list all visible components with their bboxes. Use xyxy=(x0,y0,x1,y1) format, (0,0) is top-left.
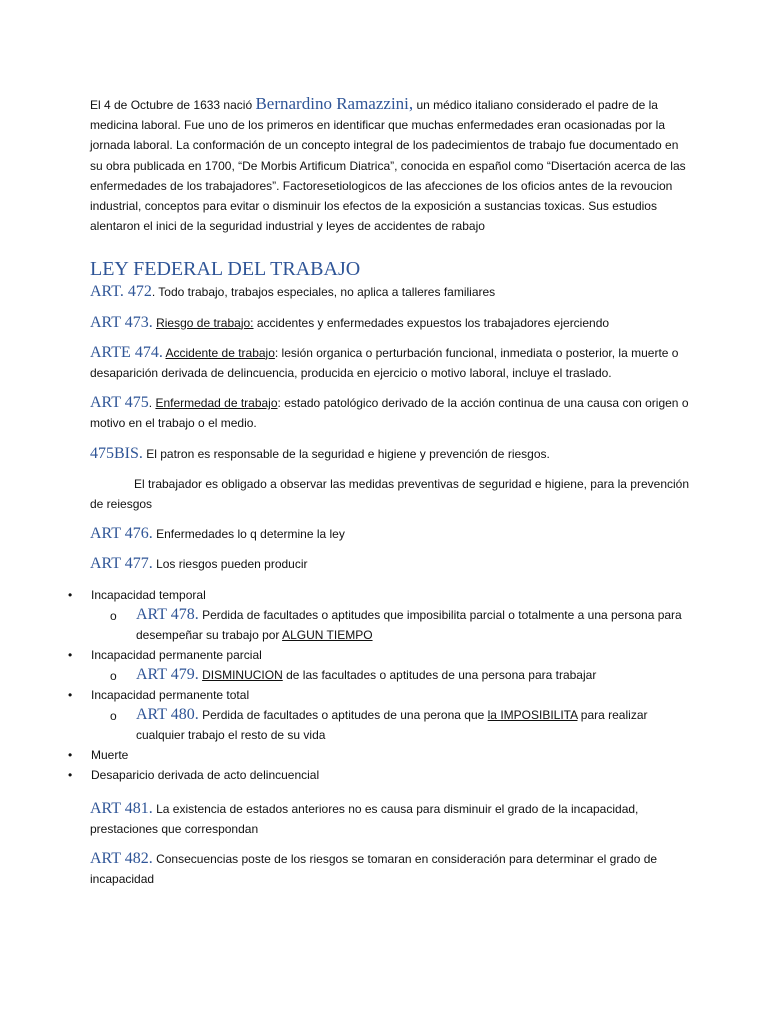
sub-list xyxy=(0,665,690,685)
list-item xyxy=(0,685,690,705)
art-477 xyxy=(90,554,690,574)
art-text: : lesión organica o perturbación funcional, inmediata o posterior, la muerte o desaparición derivada de delincuencia, producida en ejercicio o motivo laboral, incluye el traslado. xyxy=(90,345,679,381)
document-page xyxy=(68,94,690,889)
art-475 xyxy=(90,393,690,433)
list-item xyxy=(0,745,690,765)
list-item xyxy=(0,585,690,605)
art-text: : estado patológico derivado de la acción continua de una causa con origen o motivo en el trabajo o el medio. xyxy=(90,396,689,431)
art-482 xyxy=(90,849,690,889)
bullet-icon: • xyxy=(68,687,73,702)
art-label: ART 481. xyxy=(90,799,153,817)
list-item xyxy=(0,665,690,685)
art-sep: . xyxy=(148,396,153,411)
sub-list xyxy=(0,705,690,745)
art-473 xyxy=(90,313,690,333)
list-item-text: Incapacidad permanente parcial xyxy=(91,647,262,662)
art-term: DISMINUCION xyxy=(202,667,283,682)
circle-bullet-icon: o xyxy=(110,668,117,683)
intro-lead: El 4 de Octubre de 1633 nació xyxy=(90,98,253,112)
circle-bullet-icon: o xyxy=(110,708,117,723)
list-item xyxy=(0,605,690,645)
art-text: La existencia de estados anteriores no es causa para disminuir el grado de la incapacidad, prestaciones que correspondan xyxy=(90,801,639,836)
art-text: . Todo trabajo, trabajos especiales, no aplica a talleres familiares xyxy=(151,285,496,300)
art-481 xyxy=(90,799,690,839)
art-text: El patron es responsable de la seguridad e higiene y prevención de riesgos. xyxy=(142,446,550,461)
art-label: ART 473. xyxy=(90,313,153,331)
risk-list xyxy=(0,585,690,785)
art-term: Riesgo de trabajo: xyxy=(156,315,254,330)
art-label: ART 482. xyxy=(90,850,153,868)
art-text: de las facultades o aptitudes de una persona para trabajar xyxy=(282,667,597,682)
bullet-icon: • xyxy=(68,747,73,762)
bullet-icon: • xyxy=(68,587,73,602)
art-476 xyxy=(90,524,690,544)
art-label: ART 477. xyxy=(90,555,153,573)
list-item-text: Muerte xyxy=(91,747,129,762)
circle-bullet-icon: o xyxy=(110,608,117,623)
art-label: 475BIS. xyxy=(90,444,143,462)
art-term: ALGUN TIEMPO xyxy=(282,627,373,642)
list-item xyxy=(0,645,690,665)
sub-list-item xyxy=(0,665,690,685)
art-term: la IMPOSIBILITA xyxy=(487,707,578,722)
sub-list-item xyxy=(0,705,690,745)
art-472 xyxy=(90,282,690,302)
art-475bis xyxy=(90,444,690,464)
art-label: ARTE 474. xyxy=(90,343,163,361)
list-item-text: Incapacidad temporal xyxy=(91,587,206,602)
art-text: Perdida de facultades o aptitudes de una perona que xyxy=(198,707,488,722)
list-item-text: Incapacidad permanente total xyxy=(91,687,250,702)
art-text: para realizar cualquier trabajo el resto de su vida xyxy=(136,707,648,742)
art-text: Consecuencias poste de los riesgos se tomaran en consideración para determinar el grado de incapacidad xyxy=(90,852,658,887)
art-label: ART 480. xyxy=(136,705,199,723)
intro-rest: un médico italiano considerado el padre de la medicina laboral. Fue uno de los primeros en identificar que muchas enfermedades eran ocasionadas por la jornada laboral. La conformación de un concepto integral de los padecimientos de trabajo fue documentado en su obra publicada en 1700, “De Morbis Artificum Diatrica”, conocida en español como “Disertación acerca de las enfermedades de los trabajadores”. Factoresetiologicos de las afecciones de los oficios antes de la revoucion industrial, conceptos para evitar o disminuir los efectos de la exposición a sustancias toxicas. Sus estudios alentaron el inici de la seguridad industrial y leyes de accidentes de rabajo xyxy=(90,98,686,234)
sub-list xyxy=(0,605,690,645)
art-label: ART 478. xyxy=(136,605,199,623)
intro-paragraph xyxy=(90,94,690,236)
list-item xyxy=(0,705,690,745)
art-label: ART. 472 xyxy=(90,283,152,301)
art-label: ART 475 xyxy=(90,394,149,412)
bullet-icon: • xyxy=(68,767,73,782)
sub-list-item xyxy=(0,605,690,645)
list-item-text: Desaparicio derivada de acto delincuencial xyxy=(91,767,320,782)
bullet-icon: • xyxy=(68,647,73,662)
worker-paragraph: El trabajador es obligado a observar las medidas preventivas de seguridad e higiene, para la prevención de reiesgos xyxy=(90,476,690,512)
art-label: ART 479. xyxy=(136,665,199,683)
art-label: ART 476. xyxy=(90,525,153,543)
art-text: Enfermedades lo q determine la ley xyxy=(152,527,345,542)
list-item xyxy=(0,765,690,785)
art-474 xyxy=(90,343,690,383)
person-name: Bernardino Ramazzini, xyxy=(255,94,414,113)
art-text: Los riesgos pueden producir xyxy=(152,557,308,572)
art-text: accidentes y enfermedades expuestos los trabajadores ejerciendo xyxy=(253,315,610,330)
art-term: Accidente de trabajo xyxy=(165,345,275,360)
art-text: Perdida de facultades o aptitudes que imposibilita parcial o totalmente a una persona para desempeñar su trabajo por xyxy=(136,607,682,642)
law-heading: LEY FEDERAL DEL TRABAJO xyxy=(90,258,361,281)
art-term: Enfermedad de trabajo xyxy=(155,396,278,411)
